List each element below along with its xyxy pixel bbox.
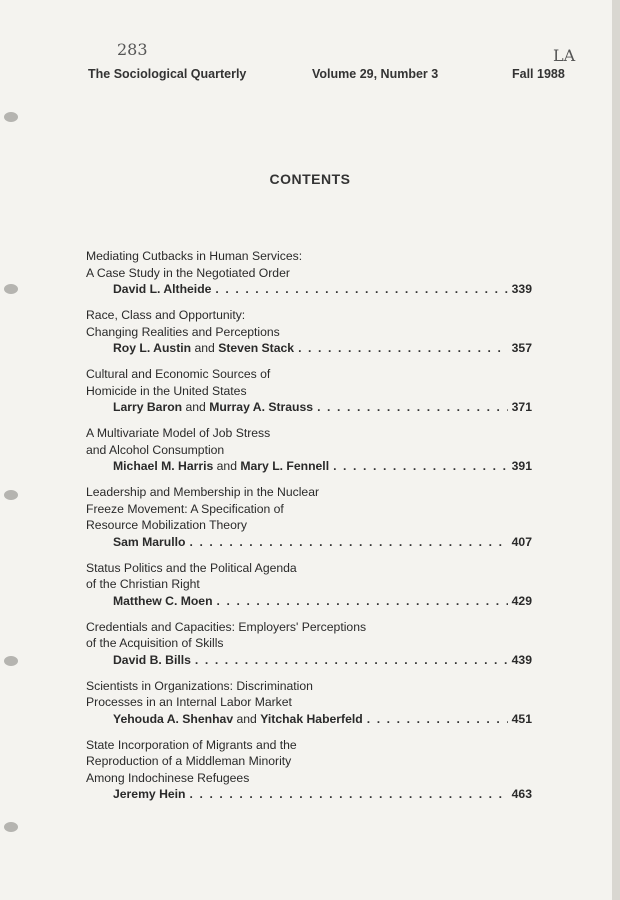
article-title-line: Homicide in the United States <box>86 383 247 398</box>
leader-dots <box>190 786 508 803</box>
toc-entry <box>86 484 532 550</box>
article-title-line: Cultural and Economic Sources of <box>86 367 271 381</box>
article-title-line: Freeze Movement: A Specification of <box>86 501 284 516</box>
author-name: Matthew C. Moen <box>113 593 213 608</box>
article-title-line: Leadership and Membership in the Nuclear <box>86 485 320 499</box>
author-line <box>86 534 532 551</box>
author-name: Yehouda A. Shenhav <box>113 711 234 726</box>
author-line <box>86 340 532 357</box>
author-conjunction: and <box>233 711 261 726</box>
author-name: Sam Marullo <box>113 534 186 549</box>
article-title-line: Reproduction of a Middleman Minority <box>86 754 292 768</box>
page-number: 339 <box>511 282 532 296</box>
toc-entry <box>86 619 532 669</box>
page-edge <box>612 0 620 900</box>
article-title-line: Processes in an Internal Labor Market <box>86 695 292 709</box>
article-title-line: Status Politics and the Political Agenda <box>86 560 297 575</box>
article-title-line: Scientists in Organizations: Discrimination <box>86 678 313 693</box>
author-name: David L. Altheide <box>113 282 212 296</box>
author-name: Jeremy Hein <box>113 787 186 801</box>
toc-entry <box>86 737 532 803</box>
author-line <box>86 711 532 728</box>
page-number: 451 <box>511 711 532 726</box>
author-conjunction: and <box>191 341 219 355</box>
leader-dots <box>217 593 508 610</box>
toc-entry <box>86 248 532 298</box>
article-title-line: State Incorporation of Migrants and the <box>86 737 297 752</box>
toc-entry <box>86 307 532 357</box>
toc-entry <box>86 678 532 728</box>
article-title-line: A Multivariate Model of Job Stress <box>86 426 271 440</box>
article-title-line: Resource Mobilization Theory <box>86 518 247 532</box>
page-number: 407 <box>511 534 532 549</box>
leader-dots <box>333 458 508 475</box>
article-title-line: Mediating Cutbacks in Human Services: <box>86 249 303 263</box>
binding-hole <box>4 284 18 294</box>
author-line <box>86 786 532 803</box>
author-line <box>86 652 532 669</box>
issue-date: Fall 1988 <box>512 67 565 81</box>
article-title-line: and Alcohol Consumption <box>86 442 225 457</box>
author-name: Mary L. Fennell <box>240 459 330 473</box>
author-line <box>86 281 532 298</box>
toc-entry <box>86 560 532 610</box>
leader-dots <box>189 534 507 551</box>
author-name: Steven Stack <box>218 341 295 355</box>
article-title-line: Among Indochinese Refugees <box>86 770 250 785</box>
contents-heading: CONTENTS <box>269 171 351 187</box>
journal-name: The Sociological Quarterly <box>88 67 247 81</box>
leader-dots <box>215 281 507 298</box>
volume-number: Volume 29, Number 3 <box>312 67 439 81</box>
page-number: 357 <box>511 341 532 355</box>
author-name: Michael M. Harris <box>113 459 214 473</box>
author-name: Roy L. Austin <box>113 341 192 355</box>
leader-dots <box>367 711 508 728</box>
article-title-line: Credentials and Capacities: Employers' Perceptions <box>86 619 367 634</box>
leader-dots <box>195 652 508 669</box>
binding-hole <box>4 490 18 500</box>
article-title-line: Changing Realities and Perceptions <box>86 324 280 339</box>
author-line <box>86 458 532 475</box>
leader-dots <box>317 399 508 416</box>
author-line <box>86 399 532 416</box>
article-title-line: of the Christian Right <box>86 577 200 591</box>
author-conjunction: and <box>182 400 210 414</box>
author-name: David B. Bills <box>113 652 191 667</box>
handwritten-initials: LA <box>553 46 576 65</box>
binding-hole <box>4 822 18 832</box>
binding-hole <box>4 656 18 666</box>
author-line <box>86 593 532 610</box>
toc-entry <box>86 425 532 475</box>
leader-dots <box>298 340 508 357</box>
author-name: Yitchak Haberfeld <box>260 711 363 726</box>
article-title-line: of the Acquisition of Skills <box>86 636 224 650</box>
page-number: 371 <box>511 400 532 414</box>
author-name: Murray A. Strauss <box>209 400 314 414</box>
article-title-line: Race, Class and Opportunity: <box>86 308 246 322</box>
author-conjunction: and <box>213 459 241 473</box>
table-of-contents <box>86 248 532 812</box>
page-number: 463 <box>511 787 532 801</box>
author-name: Larry Baron <box>113 400 183 414</box>
article-title-line: A Case Study in the Negotiated Order <box>86 265 290 280</box>
handwritten-number: 283 <box>117 40 148 59</box>
toc-entry <box>86 366 532 416</box>
page-number: 391 <box>511 459 532 473</box>
binding-hole <box>4 112 18 122</box>
page-number: 429 <box>511 593 532 608</box>
page-number: 439 <box>511 652 532 667</box>
